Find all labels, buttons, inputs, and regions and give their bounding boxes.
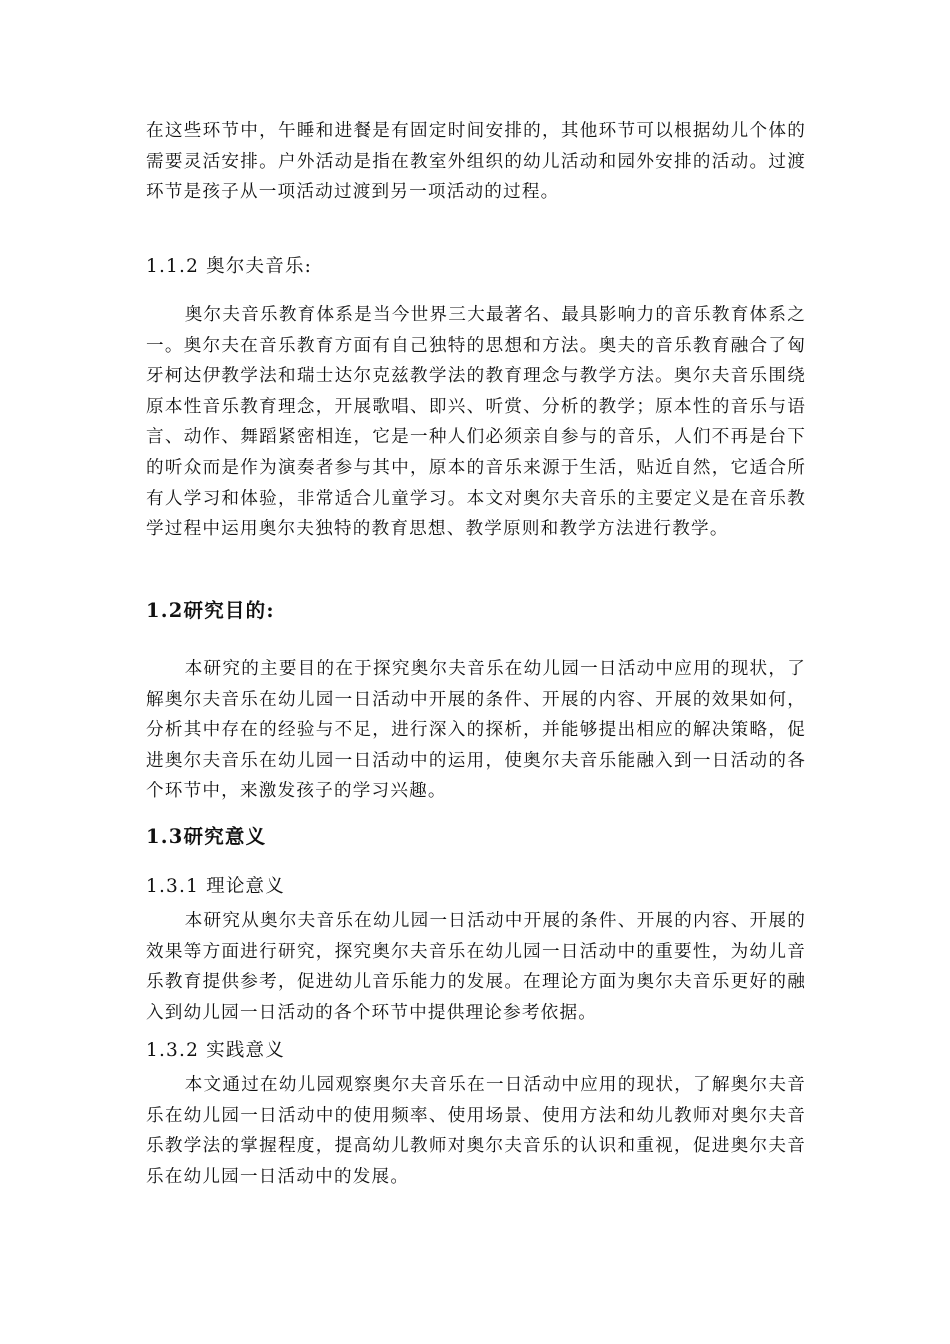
section-1-1-2-paragraph: 奥尔夫音乐教育体系是当今世界三大最著名、最具影响力的音乐教育体系之一。奥尔夫在音乐教育方面有自己独特的思想和方法。奥夫的音乐教育融合了匈牙柯达伊教学法和瑞士达尔克兹教学法的教育理念与教学方法。奥尔夫音乐围绕原本性音乐教育理念，开展歌唱、即兴、听赏、分析的教学；原本性的音乐与语言、动作、舞蹈紧密相连，它是一种人们必须亲自参与的音乐，人们不再是台下的听众而是作为演奏者参与其中，原本的音乐来源于生活，贴近自然，它适合所有人学习和体验，非常适合儿童学习。本文对奥尔夫音乐的主要定义是在音乐教学过程中运用奥尔夫独特的教育思想、教学原则和教学方法进行教学。 bbox=[146, 305, 806, 540]
section-1-1-2-body-block bbox=[146, 300, 806, 545]
continuation-paragraph: 在这些环节中，午睡和进餐是有固定时间安排的，其他环节可以根据幼儿个体的需要灵活安排。户外活动是指在教室外组织的幼儿活动和园外安排的活动。过渡环节是孩子从一项活动过渡到另一项活动的过程。 bbox=[146, 121, 806, 203]
section-1-3-1-heading-block bbox=[146, 872, 806, 902]
section-1-2-body-block bbox=[146, 654, 806, 807]
section-1-3-1-body-block bbox=[146, 906, 806, 1028]
section-1-3-2-paragraph: 本文通过在幼儿园观察奥尔夫音乐在一日活动中应用的现状，了解奥尔夫音乐在幼儿园一日活动中的使用频率、使用场景、使用方法和幼儿教师对奥尔夫音乐教学法的掌握程度，提高幼儿教师对奥尔夫音乐的认识和重视，促进奥尔夫音乐在幼儿园一日活动中的发展。 bbox=[146, 1075, 806, 1187]
section-1-1-2-heading: 1.1.2 奥尔夫音乐: bbox=[146, 256, 313, 277]
section-1-3-heading-block bbox=[146, 822, 806, 852]
section-1-3-2-body-block bbox=[146, 1070, 806, 1192]
section-1-3-1-paragraph: 本研究从奥尔夫音乐在幼儿园一日活动中开展的条件、开展的内容、开展的效果等方面进行研究，探究奥尔夫音乐在幼儿园一日活动中的重要性，为幼儿音乐教育提供参考，促进幼儿音乐能力的发展。在理论方面为奥尔夫音乐更好的融入到幼儿园一日活动的各个环节中提供理论参考依据。 bbox=[146, 911, 806, 1023]
section-1-2-paragraph: 本研究的主要目的在于探究奥尔夫音乐在幼儿园一日活动中应用的现状，了解奥尔夫音乐在幼儿园一日活动中开展的条件、开展的内容、开展的效果如何，分析其中存在的经验与不足，进行深入的探析，并能够提出相应的解决策略，促进奥尔夫音乐在幼儿园一日活动中的运用，使奥尔夫音乐能融入到一日活动的各个环节中，来激发孩子的学习兴趣。 bbox=[146, 659, 806, 802]
section-1-3-2-heading: 1.3.2 实践意义 bbox=[146, 1040, 285, 1061]
section-1-2-heading-block bbox=[146, 596, 806, 626]
section-1-3-2-heading-block bbox=[146, 1036, 806, 1066]
section-1-3-1-heading: 1.3.1 理论意义 bbox=[146, 876, 285, 897]
continuation-block bbox=[146, 116, 806, 208]
section-1-3-heading: 1.3研究意义 bbox=[146, 825, 267, 848]
section-1-1-2-heading-block bbox=[146, 252, 806, 282]
section-1-2-heading: 1.2研究目的: bbox=[146, 599, 275, 622]
